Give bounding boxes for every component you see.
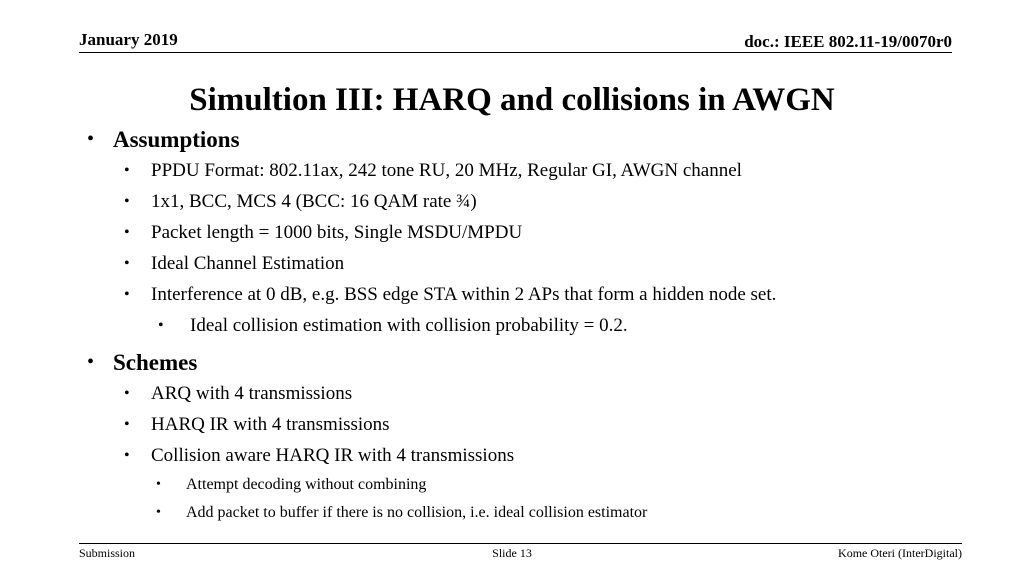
sub-list-item <box>84 310 964 341</box>
bullet: • <box>124 193 130 210</box>
list-item <box>84 217 964 248</box>
sub-list-item-text: Ideal collision estimation with collision probability = 0.2. <box>190 315 628 336</box>
list-item <box>84 155 964 186</box>
list-item-text: 1x1, BCC, MCS 4 (BCC: 16 QAM rate ¾) <box>151 191 477 212</box>
list-item-text: HARQ IR with 4 transmissions <box>151 414 390 435</box>
bullet: • <box>87 128 95 150</box>
list-item-text: Collision aware HARQ IR with 4 transmissions <box>151 445 515 466</box>
footer-submission: Submission <box>79 546 136 560</box>
header-divider <box>79 52 952 53</box>
list-item <box>84 248 964 279</box>
list-item-text: Ideal Channel Estimation <box>151 253 345 274</box>
list-item <box>84 186 964 217</box>
list-item-text: PPDU Format: 802.11ax, 242 tone RU, 20 MHz, Regular GI, AWGN channel <box>151 160 742 181</box>
list-item-text: Interference at 0 dB, e.g. BSS edge STA within 2 APs that form a hidden node set. <box>151 284 777 305</box>
sub-list-item <box>84 471 964 499</box>
slide-title: Simultion III: HARQ and collisions in AWGN <box>189 82 835 118</box>
section-heading: Schemes <box>113 350 198 375</box>
bullet: • <box>124 255 130 272</box>
sub-list-item-text: Add packet to buffer if there is no collision, i.e. ideal collision estimator <box>186 504 648 521</box>
sub-list-item <box>84 499 964 527</box>
bullet: • <box>158 317 164 334</box>
sub-list-item-text: Attempt decoding without combining <box>186 476 427 493</box>
list-item <box>84 440 964 471</box>
bullet: • <box>124 224 130 241</box>
bullet: • <box>124 286 130 303</box>
list-item <box>84 279 964 310</box>
section-assumptions <box>84 124 964 155</box>
bullet: • <box>124 416 130 433</box>
footer-divider <box>79 543 962 544</box>
footer-slide-number: Slide 13 <box>492 546 532 560</box>
bullet: • <box>87 351 95 373</box>
section-heading: Assumptions <box>113 127 240 152</box>
list-item-text: Packet length = 1000 bits, Single MSDU/MPDU <box>151 222 523 243</box>
slide-body <box>84 124 964 527</box>
footer-author: Kome Oteri (InterDigital) <box>838 546 962 560</box>
bullet: • <box>124 447 130 464</box>
header-doc-id: doc.: IEEE 802.11-19/0070r0 <box>744 32 952 51</box>
bullet: • <box>124 162 130 179</box>
bullet: • <box>156 477 161 492</box>
section-schemes <box>84 347 964 378</box>
list-item <box>84 378 964 409</box>
header-date: January 2019 <box>79 30 178 49</box>
bullet: • <box>156 505 161 520</box>
list-item <box>84 409 964 440</box>
bullet: • <box>124 385 130 402</box>
list-item-text: ARQ with 4 transmissions <box>151 383 353 404</box>
